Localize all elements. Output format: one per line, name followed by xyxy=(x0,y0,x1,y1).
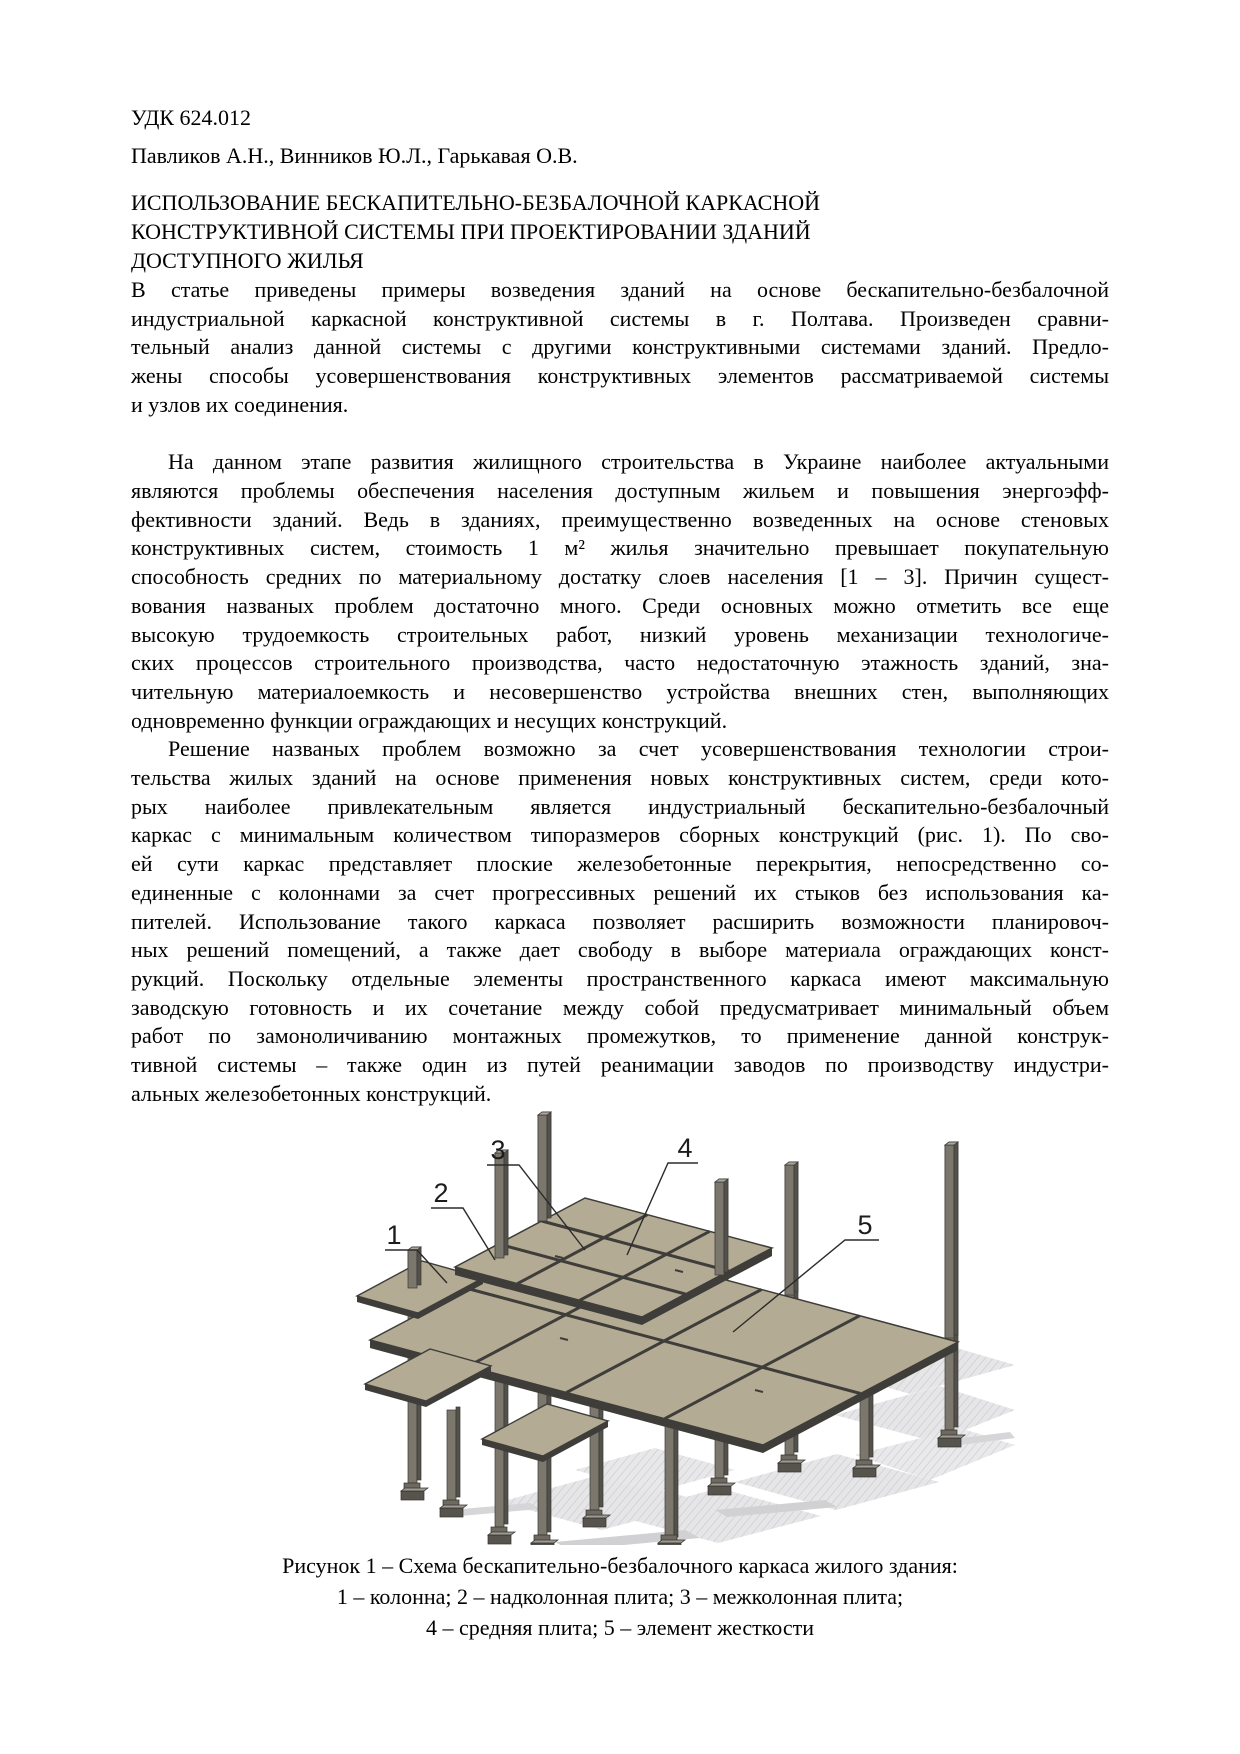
text-line: заводскую готовность и их сочетание между собой предусматривает минимальный объем xyxy=(131,994,1109,1020)
text-line: и узлов их соединения. xyxy=(131,391,349,417)
text-line: тивной системы – также один из путей реанимации заводов по производству индустри- xyxy=(131,1052,1109,1078)
text-line: одновременно функции ограждающих и несущих конструкций. xyxy=(131,707,728,733)
caption-line: 1 – колонна; 2 – надколонная плита; 3 – межколонная плита; xyxy=(336,1584,904,1610)
text-line: конструктивных систем, стоимость 1 м² жилья значительно превышает покупательную xyxy=(131,535,1109,561)
figure-1 xyxy=(355,1110,1015,1545)
text-line: ских процессов строительного производства, часто недостаточную этажность зданий, зна- xyxy=(131,650,1109,676)
text-line: тельства жилых зданий на основе применения новых конструктивных систем, среди кото- xyxy=(131,765,1109,791)
text-line: тельный анализ данной системы с другими конструктивными системами зданий. Предло- xyxy=(131,334,1109,360)
text-line: единенные с колоннами за счет прогрессивных решений их стыков без использования ка- xyxy=(131,879,1109,905)
text-line: высокую трудоемкость строительных работ, низкий уровень механизации технологиче- xyxy=(131,621,1109,647)
article-title xyxy=(131,189,1109,275)
body-paragraph-2 xyxy=(131,735,1109,1108)
text-line: рукций. Поскольку отдельные элементы пространственного каркаса имеют максимальную xyxy=(131,965,1109,991)
text-line: пителей. Использование такого каркаса позволяет расширить возможности планировоч- xyxy=(131,908,1109,934)
text-line: работ по замоноличиванию монтажных промежутков, то применение данной конструк- xyxy=(131,1023,1109,1049)
text-line: фективности зданий. Ведь в зданиях, преимущественно возведенных на основе стеновых xyxy=(131,506,1109,532)
figure-caption xyxy=(131,1550,1109,1643)
text-column xyxy=(131,104,1109,1643)
text-line: Решение названых проблем возможно за счет усовершенствования технологии строи- xyxy=(168,736,1109,762)
text-line: чительную материалоемкость и несовершенство устройства внешних стен, выполняющих xyxy=(131,678,1109,704)
text-line: каркас с минимальным количеством типоразмеров сборных конструкций (рис. 1). По сво- xyxy=(131,822,1109,848)
text-line: ных решений помещений, а также дает свободу в выборе материала ограждающих конст- xyxy=(131,937,1109,963)
text-line: являются проблемы обеспечения населения доступным жильем и повышения энергоэфф- xyxy=(131,478,1109,504)
callout-5: 5 xyxy=(857,1210,873,1241)
text-line: способность средних по материальному достатку слоев населения [1 – 3]. Причин сущест- xyxy=(131,564,1109,590)
text-line: На данном этапе развития жилищного строительства в Украине наиболее актуальными xyxy=(168,449,1109,475)
text-line: ей сути каркас представляет плоские железобетонные перекрытия, непосредственно со- xyxy=(131,851,1109,877)
text-line: рых наиболее привлекательным является индустриальный бескапительно-безбалочный xyxy=(131,793,1109,819)
text-line: жены способы усовершенствования конструктивных элементов рассматриваемой системы xyxy=(131,362,1109,388)
callout-1: 1 xyxy=(386,1220,402,1251)
callout-4: 4 xyxy=(677,1133,693,1164)
caption-line: 4 – средняя плита; 5 – элемент жесткости xyxy=(426,1615,814,1641)
callout-3: 3 xyxy=(490,1135,506,1166)
text-line: В статье приведены примеры возведения зданий на основе бескапительно-безбалочной xyxy=(131,276,1109,302)
text-line: вования названых проблем достаточно много. Среди основных можно отметить все еще xyxy=(131,592,1109,618)
abstract xyxy=(131,276,1109,420)
title-line: КОНСТРУКТИВНОЙ СИСТЕМЫ ПРИ ПРОЕКТИРОВАНИИ ЗДАНИЙ xyxy=(131,219,811,245)
udc-number: УДК 624.012 xyxy=(131,105,252,130)
text-line: альных железобетонных конструкций. xyxy=(131,1080,492,1106)
caption-line: Рисунок 1 – Схема бескапительно-безбалочного каркаса жилого здания: xyxy=(282,1553,958,1579)
frame-scheme-drawing xyxy=(355,1110,1015,1545)
title-line: ДОСТУПНОГО ЖИЛЬЯ xyxy=(131,248,364,273)
body-paragraph-1 xyxy=(131,448,1109,735)
title-line: ИСПОЛЬЗОВАНИЕ БЕСКАПИТЕЛЬНО-БЕЗБАЛОЧНОЙ КАРКАСНОЙ xyxy=(131,190,820,216)
authors-line: Павликов А.Н., Винников Ю.Л., Гарькавая О.В. xyxy=(131,142,578,168)
callout-2: 2 xyxy=(433,1178,449,1209)
text-line: индустриальной каркасной конструктивной системы в г. Полтава. Произведен сравни- xyxy=(131,305,1109,331)
